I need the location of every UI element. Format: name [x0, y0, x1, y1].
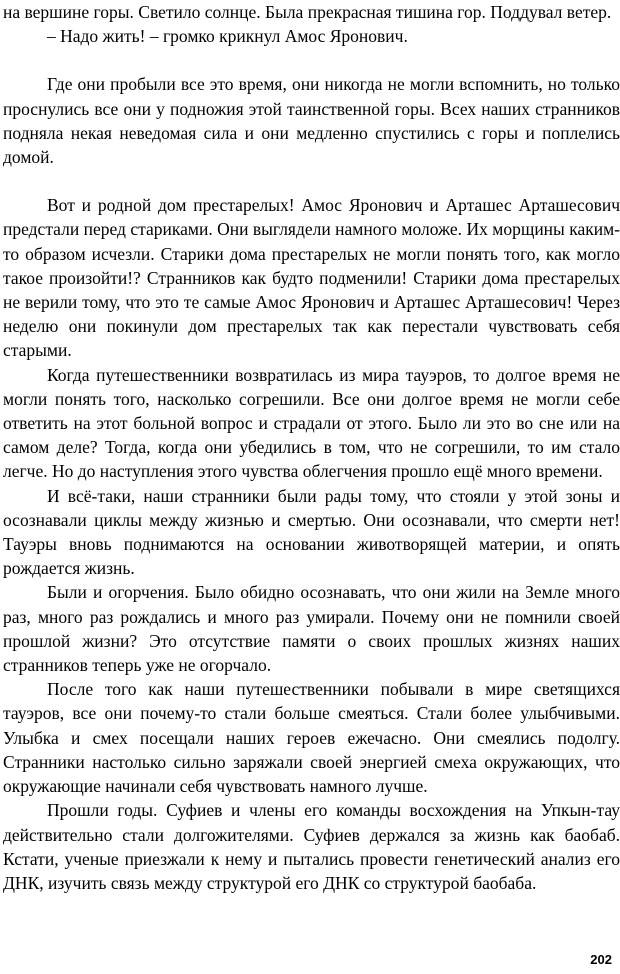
- paragraph-7: Были и огорчения. Было обидно осознавать, что они жили на Земле много раз, много раз рождались и много раз умирали. Почему они не помнили своей прошлой жизни? Это отсутствие памяти о своих прошлых жизнях наших странников теперь уже не огорчало.: [3, 582, 620, 676]
- page-number: 202: [590, 952, 612, 967]
- paragraph-1: на вершине горы. Светило солнце. Была прекрасная тишина гор. Поддувал ветер.: [3, 2, 612, 22]
- paragraph-9: Прошли годы. Суфиев и члены его команды восхождения на Упкын-тау действительно стали долгожителями. Суфиев держался за жизнь как баобаб. Кстати, ученые приезжали к нему и пытались провести генетический анализ его ДНК, изучить связь между структурой его ДНК со структурой баобаба.: [3, 800, 620, 893]
- paragraph-3: Где они пробыли все это время, они никогда не могли вспомнить, но только проснулись все они у подножия этой таинственной горы. Всех наших странников подняла некая неведомая сила и они медленно спустились с горы и поплелись домой.: [3, 74, 620, 168]
- body-text: [3, 0, 620, 895]
- paragraph-4: Вот и родной дом престарелых! Амос Яронович и Арташес Арташесович предстали перед стариками. Они выглядели намного моложе. Их морщины каким-то образом исчезли. Старики дома престарелых не могли понять того, как могло такое произойти!? Странников как будто подменили! Старики дома престарелых не верили тому, что это те самые Амос Яронович и Арташес Арташесович! Через неделю они покинули дом престарелых так как перестали чувствовать себя старыми.: [3, 195, 620, 361]
- paragraph-6: И всё-таки, наши странники были рады тому, что стояли у этой зоны и осознавали циклы между жизнью и смертью. Они осознавали, что смерти нет! Тауэры вновь поднимаются на основании животворящей материи, и опять рождается жизнь.: [3, 485, 620, 579]
- paragraph-8: После того как наши путешественники побывали в мире светящихся тауэров, все они почему-то стали больше смеяться. Стали более улыбчивыми. Улыбка и смех посещали наших героев ежечасно. Они смеялись подолгу. Странники настолько сильно заряжали своей энергией смеха окружающих, что окружающие начинали себя чувствовать намного лучше.: [3, 679, 620, 797]
- paragraph-5: Когда путешественники возвратилась из мира тауэров, то долгое время не могли понять того, насколько согрешили. Все они долгое время не могли себе ответить на этот больной вопрос и страдали от этого. Было ли это во сне или на самом деле? Тогда, когда они убедились в том, что не согрешили, то им стало легче. Но до наступления этого чувства облегчения прошло ещё много времени.: [3, 364, 620, 482]
- paragraph-2: – Надо жить! – громко крикнул Амос Яронович.: [47, 26, 408, 47]
